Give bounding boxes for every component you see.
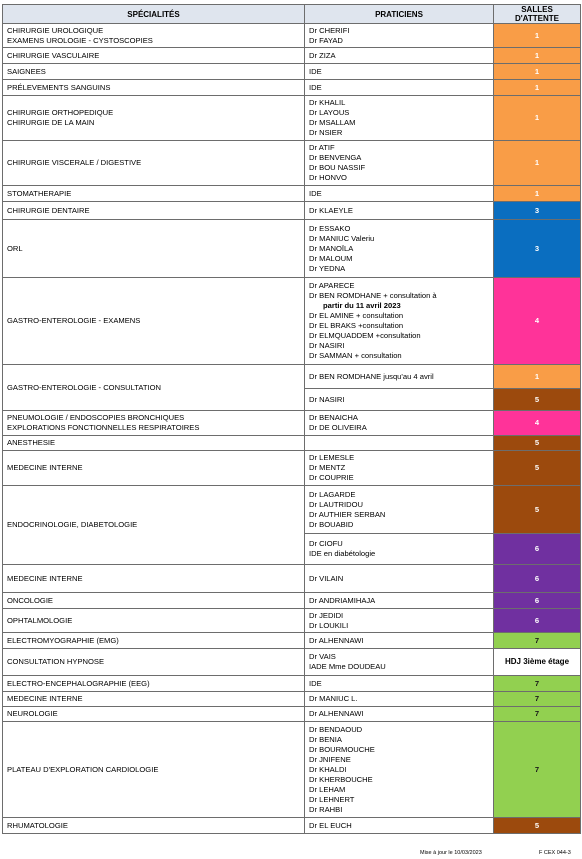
specialite-cell (3, 80, 305, 96)
praticiens-cell (305, 80, 494, 96)
praticien-line: Dr JNIFENE (309, 754, 351, 764)
praticien-line: Dr MANOÏLA (309, 243, 354, 253)
praticien-line: Dr BOU NASSIF (309, 163, 366, 172)
specialite-line: ANESTHESIE (7, 438, 56, 447)
praticiens-cell (305, 534, 494, 565)
specialite-line: PLATEAU D'EXPLORATION CARDIOLOGIE (7, 764, 159, 774)
praticiens-cell (305, 818, 494, 834)
praticien-line: Dr FAYAD (309, 35, 343, 45)
specialite-cell (3, 722, 305, 818)
praticien-line: Dr MANIUC Valeriu (309, 233, 375, 243)
salle-attente-cell: 1 (494, 64, 581, 80)
specialite-line: PRÉLEVEMENTS SANGUINS (7, 82, 111, 92)
table-row (3, 609, 581, 633)
praticien-line: Dr MSALLAM (309, 118, 356, 127)
table-header-row (3, 5, 581, 24)
praticien-line: Dr LOUKILI (309, 620, 349, 630)
praticien-line: Dr NASIRI (309, 341, 345, 350)
praticien-line: Dr CHERIFI (309, 25, 350, 35)
praticiens-cell (305, 141, 494, 186)
salle-attente-cell: 1 (494, 96, 581, 141)
specialite-line: CHIRURGIE ORTHOPEDIQUE (7, 108, 114, 117)
praticien-line: IDE (309, 188, 322, 198)
praticien-line: Dr EL BRAKS +consultation (309, 321, 404, 330)
table-row (3, 24, 581, 48)
table-row (3, 722, 581, 818)
praticiens-cell (305, 722, 494, 818)
praticiens-cell (305, 220, 494, 278)
praticien-line: Dr YEDNA (309, 263, 346, 273)
table-row (3, 220, 581, 278)
table-row (3, 202, 581, 220)
salle-attente-cell: 7 (494, 707, 581, 722)
salle-attente-cell: 7 (494, 722, 581, 818)
praticien-line: Dr HONVO (309, 173, 347, 182)
specialite-cell (3, 676, 305, 692)
specialite-line: CHIRURGIE DE LA MAIN (7, 118, 95, 127)
header-salles-line: SALLES (521, 5, 553, 14)
table-row (3, 96, 581, 141)
salle-attente-cell: 6 (494, 534, 581, 565)
specialite-cell (3, 64, 305, 80)
specialite-cell (3, 436, 305, 451)
praticien-line: Dr EL EUCH (309, 820, 352, 830)
specialite-cell (3, 451, 305, 486)
specialite-line: MEDECINE INTERNE (7, 573, 83, 583)
praticiens-cell (305, 486, 494, 534)
praticien-line: Dr NSIER (309, 128, 343, 137)
salle-attente-cell: 1 (494, 80, 581, 96)
praticiens-cell (305, 278, 494, 365)
specialite-line: ELECTRO-ENCEPHALOGRAPHIE (EEG) (7, 678, 150, 688)
specialite-cell (3, 24, 305, 48)
salle-attente-cell: 3 (494, 202, 581, 220)
header-praticiens: PRATICIENS (305, 5, 494, 24)
table-body (3, 24, 581, 834)
praticiens-cell (305, 609, 494, 633)
salle-attente-cell: 1 (494, 365, 581, 389)
praticien-line: Dr BEN ROMDHANE + consultation à (309, 291, 437, 300)
specialite-cell (3, 202, 305, 220)
praticien-line: Dr KLAEYLE (309, 205, 353, 215)
praticien-line: Dr KHALDI (309, 764, 347, 774)
specialite-cell (3, 609, 305, 633)
praticien-line: Dr ELMQUADDEM +consultation (309, 331, 421, 340)
salle-attente-cell: 1 (494, 186, 581, 202)
praticien-line: IDE en diabétologie (309, 549, 376, 558)
praticien-line: Dr APARECE (309, 281, 355, 290)
table-row (3, 278, 581, 365)
salle-attente-cell: 6 (494, 593, 581, 609)
table-row (3, 451, 581, 486)
salle-attente-cell: 5 (494, 389, 581, 411)
praticien-line: Dr EL AMINE + consultation (309, 311, 404, 320)
praticien-line: Dr CIOFU (309, 539, 343, 548)
praticien-line: Dr DE OLIVEIRA (309, 423, 367, 432)
specialite-line: MEDECINE INTERNE (7, 694, 83, 703)
praticien-line: Dr BENVENGA (309, 153, 362, 162)
specialite-cell (3, 692, 305, 707)
praticien-line: Dr LAGARDE (309, 489, 356, 499)
table-row (3, 593, 581, 609)
specialite-cell (3, 707, 305, 722)
waiting-room-table (2, 4, 581, 834)
praticien-line: Dr LEHAM (309, 784, 346, 794)
salle-attente-cell: 5 (494, 436, 581, 451)
praticien-line: Dr VILAIN (309, 573, 344, 583)
praticien-line: IADE Mme DOUDEAU (309, 662, 386, 671)
salle-attente-cell: 5 (494, 486, 581, 534)
praticien-line: Dr JEDIDI (309, 610, 344, 620)
praticien-line: Dr VAIS (309, 652, 336, 661)
praticien-line: Dr ALHENNAWI (309, 635, 364, 645)
specialite-line: MEDECINE INTERNE (7, 463, 83, 472)
specialite-line: RHUMATOLOGIE (7, 820, 68, 830)
table-row (3, 186, 581, 202)
praticiens-cell (305, 411, 494, 436)
table-row (3, 649, 581, 676)
salle-attente-cell: 4 (494, 278, 581, 365)
specialite-line: CONSULTATION HYPNOSE (7, 657, 105, 666)
salle-attente-cell: 1 (494, 141, 581, 186)
specialite-cell (3, 141, 305, 186)
header-specialites: SPÉCIALITÉS (3, 5, 305, 24)
praticien-line: Dr ZIZA (309, 50, 336, 60)
praticiens-cell (305, 692, 494, 707)
specialite-line: ORL (7, 243, 23, 253)
table-row (3, 818, 581, 834)
salle-attente-cell: 1 (494, 24, 581, 48)
praticiens-cell (305, 593, 494, 609)
praticiens-cell (305, 565, 494, 593)
specialite-line: CHIRURGIE VISCERALE / DIGESTIVE (7, 158, 142, 167)
salle-attente-cell: HDJ 3ième étage (494, 649, 581, 676)
praticien-line: Dr BEN ROMDHANE jusqu'au 4 avril (309, 371, 434, 381)
table-row (3, 565, 581, 593)
praticien-line: Dr BOURMOUCHE (309, 744, 375, 754)
specialite-line: SAIGNEES (7, 66, 46, 76)
praticiens-cell (305, 24, 494, 48)
praticien-line: partir du 11 avril 2023 (323, 301, 401, 310)
praticien-line: Dr LAUTRIDOU (309, 499, 364, 509)
praticien-line: Dr KHERBOUCHE (309, 774, 373, 784)
praticien-line: Dr ALHENNAWI (309, 709, 364, 718)
document-code: F CEX 044-3 (539, 850, 571, 856)
specialite-line: NEUROLOGIE (7, 709, 58, 718)
praticiens-cell (305, 202, 494, 220)
praticien-line: Dr LEMESLE (309, 453, 355, 462)
specialite-cell (3, 48, 305, 64)
praticiens-cell (305, 436, 494, 451)
praticien-line: Dr RAHBI (309, 804, 343, 814)
praticien-line: Dr BENIA (309, 734, 342, 744)
specialite-line: CHIRURGIE UROLOGIQUE (7, 25, 104, 35)
praticiens-cell (305, 676, 494, 692)
header-salles (494, 5, 581, 24)
specialite-line: STOMATHERAPIE (7, 188, 72, 198)
salle-attente-cell: 4 (494, 411, 581, 436)
specialite-line: CHIRURGIE VASCULAIRE (7, 50, 100, 60)
salle-attente-cell: 6 (494, 565, 581, 593)
praticiens-cell (305, 649, 494, 676)
praticiens-cell (305, 451, 494, 486)
praticien-line: Dr KHALIL (309, 98, 346, 107)
salle-attente-cell: 3 (494, 220, 581, 278)
table-row (3, 633, 581, 649)
praticiens-cell (305, 186, 494, 202)
table-row (3, 486, 581, 534)
praticien-line: Dr MANIUC L. (309, 694, 358, 703)
praticiens-cell (305, 389, 494, 411)
specialite-line: ELECTROMYOGRAPHIE (EMG) (7, 635, 119, 645)
specialite-line: ENDOCRINOLOGIE, DIABETOLOGIE (7, 520, 138, 529)
specialite-line: ONCOLOGIE (7, 595, 53, 605)
update-date: Mise à jour le 10/03/2023 (420, 850, 482, 856)
table-row (3, 707, 581, 722)
specialite-cell (3, 649, 305, 676)
specialite-line: EXPLORATIONS FONCTIONNELLES RESPIRATOIRES (7, 423, 200, 432)
specialite-line: GASTRO-ENTEROLOGIE - CONSULTATION (7, 382, 161, 392)
praticiens-cell (305, 96, 494, 141)
specialite-cell (3, 818, 305, 834)
specialite-cell (3, 220, 305, 278)
specialite-cell (3, 411, 305, 436)
table-row (3, 436, 581, 451)
table-row (3, 411, 581, 436)
table-row (3, 676, 581, 692)
specialite-cell (3, 96, 305, 141)
specialite-line: GASTRO-ENTEROLOGIE - EXAMENS (7, 316, 141, 325)
salle-attente-cell: 7 (494, 633, 581, 649)
praticien-line: Dr ANDRIAMIHAJA (309, 595, 376, 605)
salle-attente-cell: 5 (494, 451, 581, 486)
praticien-line: Dr AUTHIER SERBAN (309, 509, 386, 519)
praticien-line: Dr BOUABID (309, 519, 354, 529)
specialite-line: CHIRURGIE DENTAIRE (7, 205, 90, 215)
specialite-cell (3, 486, 305, 565)
praticien-line: Dr ESSAKO (309, 223, 351, 233)
praticien-line: Dr MENTZ (309, 463, 346, 472)
specialite-cell (3, 365, 305, 411)
praticien-line: Dr NASIRI (309, 394, 345, 404)
specialite-line: EXAMENS UROLOGIE - CYSTOSCOPIES (7, 35, 153, 45)
salle-attente-cell: 7 (494, 692, 581, 707)
specialite-cell (3, 565, 305, 593)
table-row (3, 80, 581, 96)
specialite-cell (3, 278, 305, 365)
praticien-line: Dr ATIF (309, 143, 335, 152)
praticiens-cell (305, 707, 494, 722)
salle-attente-cell: 1 (494, 48, 581, 64)
header-salles-line: D'ATTENTE (515, 14, 559, 23)
table-row (3, 692, 581, 707)
table-row (3, 48, 581, 64)
specialite-line: PNEUMOLOGIE / ENDOSCOPIES BRONCHIQUES (7, 413, 185, 422)
praticien-line: Dr BENDAOUD (309, 724, 363, 734)
table-row (3, 365, 581, 389)
praticien-line: Dr LAYOUS (309, 108, 350, 117)
praticiens-cell (305, 48, 494, 64)
praticien-line: Dr BENAICHA (309, 413, 358, 422)
salle-attente-cell: 7 (494, 676, 581, 692)
praticiens-cell (305, 633, 494, 649)
specialite-line: OPHTALMOLOGIE (7, 615, 73, 625)
table-row (3, 141, 581, 186)
praticien-line: Dr LEHNERT (309, 794, 355, 804)
praticien-line: Dr COUPRIE (309, 473, 354, 482)
specialite-cell (3, 593, 305, 609)
praticien-line: Dr SAMMAN + consultation (309, 351, 402, 360)
salle-attente-cell: 6 (494, 609, 581, 633)
specialite-cell (3, 633, 305, 649)
table-row (3, 64, 581, 80)
specialite-cell (3, 186, 305, 202)
praticien-line: IDE (309, 82, 322, 92)
praticiens-cell (305, 64, 494, 80)
praticien-line: IDE (309, 678, 322, 688)
praticien-line: IDE (309, 66, 322, 76)
praticien-line: Dr MALOUM (309, 253, 353, 263)
praticiens-cell (305, 365, 494, 389)
salle-attente-cell: 5 (494, 818, 581, 834)
